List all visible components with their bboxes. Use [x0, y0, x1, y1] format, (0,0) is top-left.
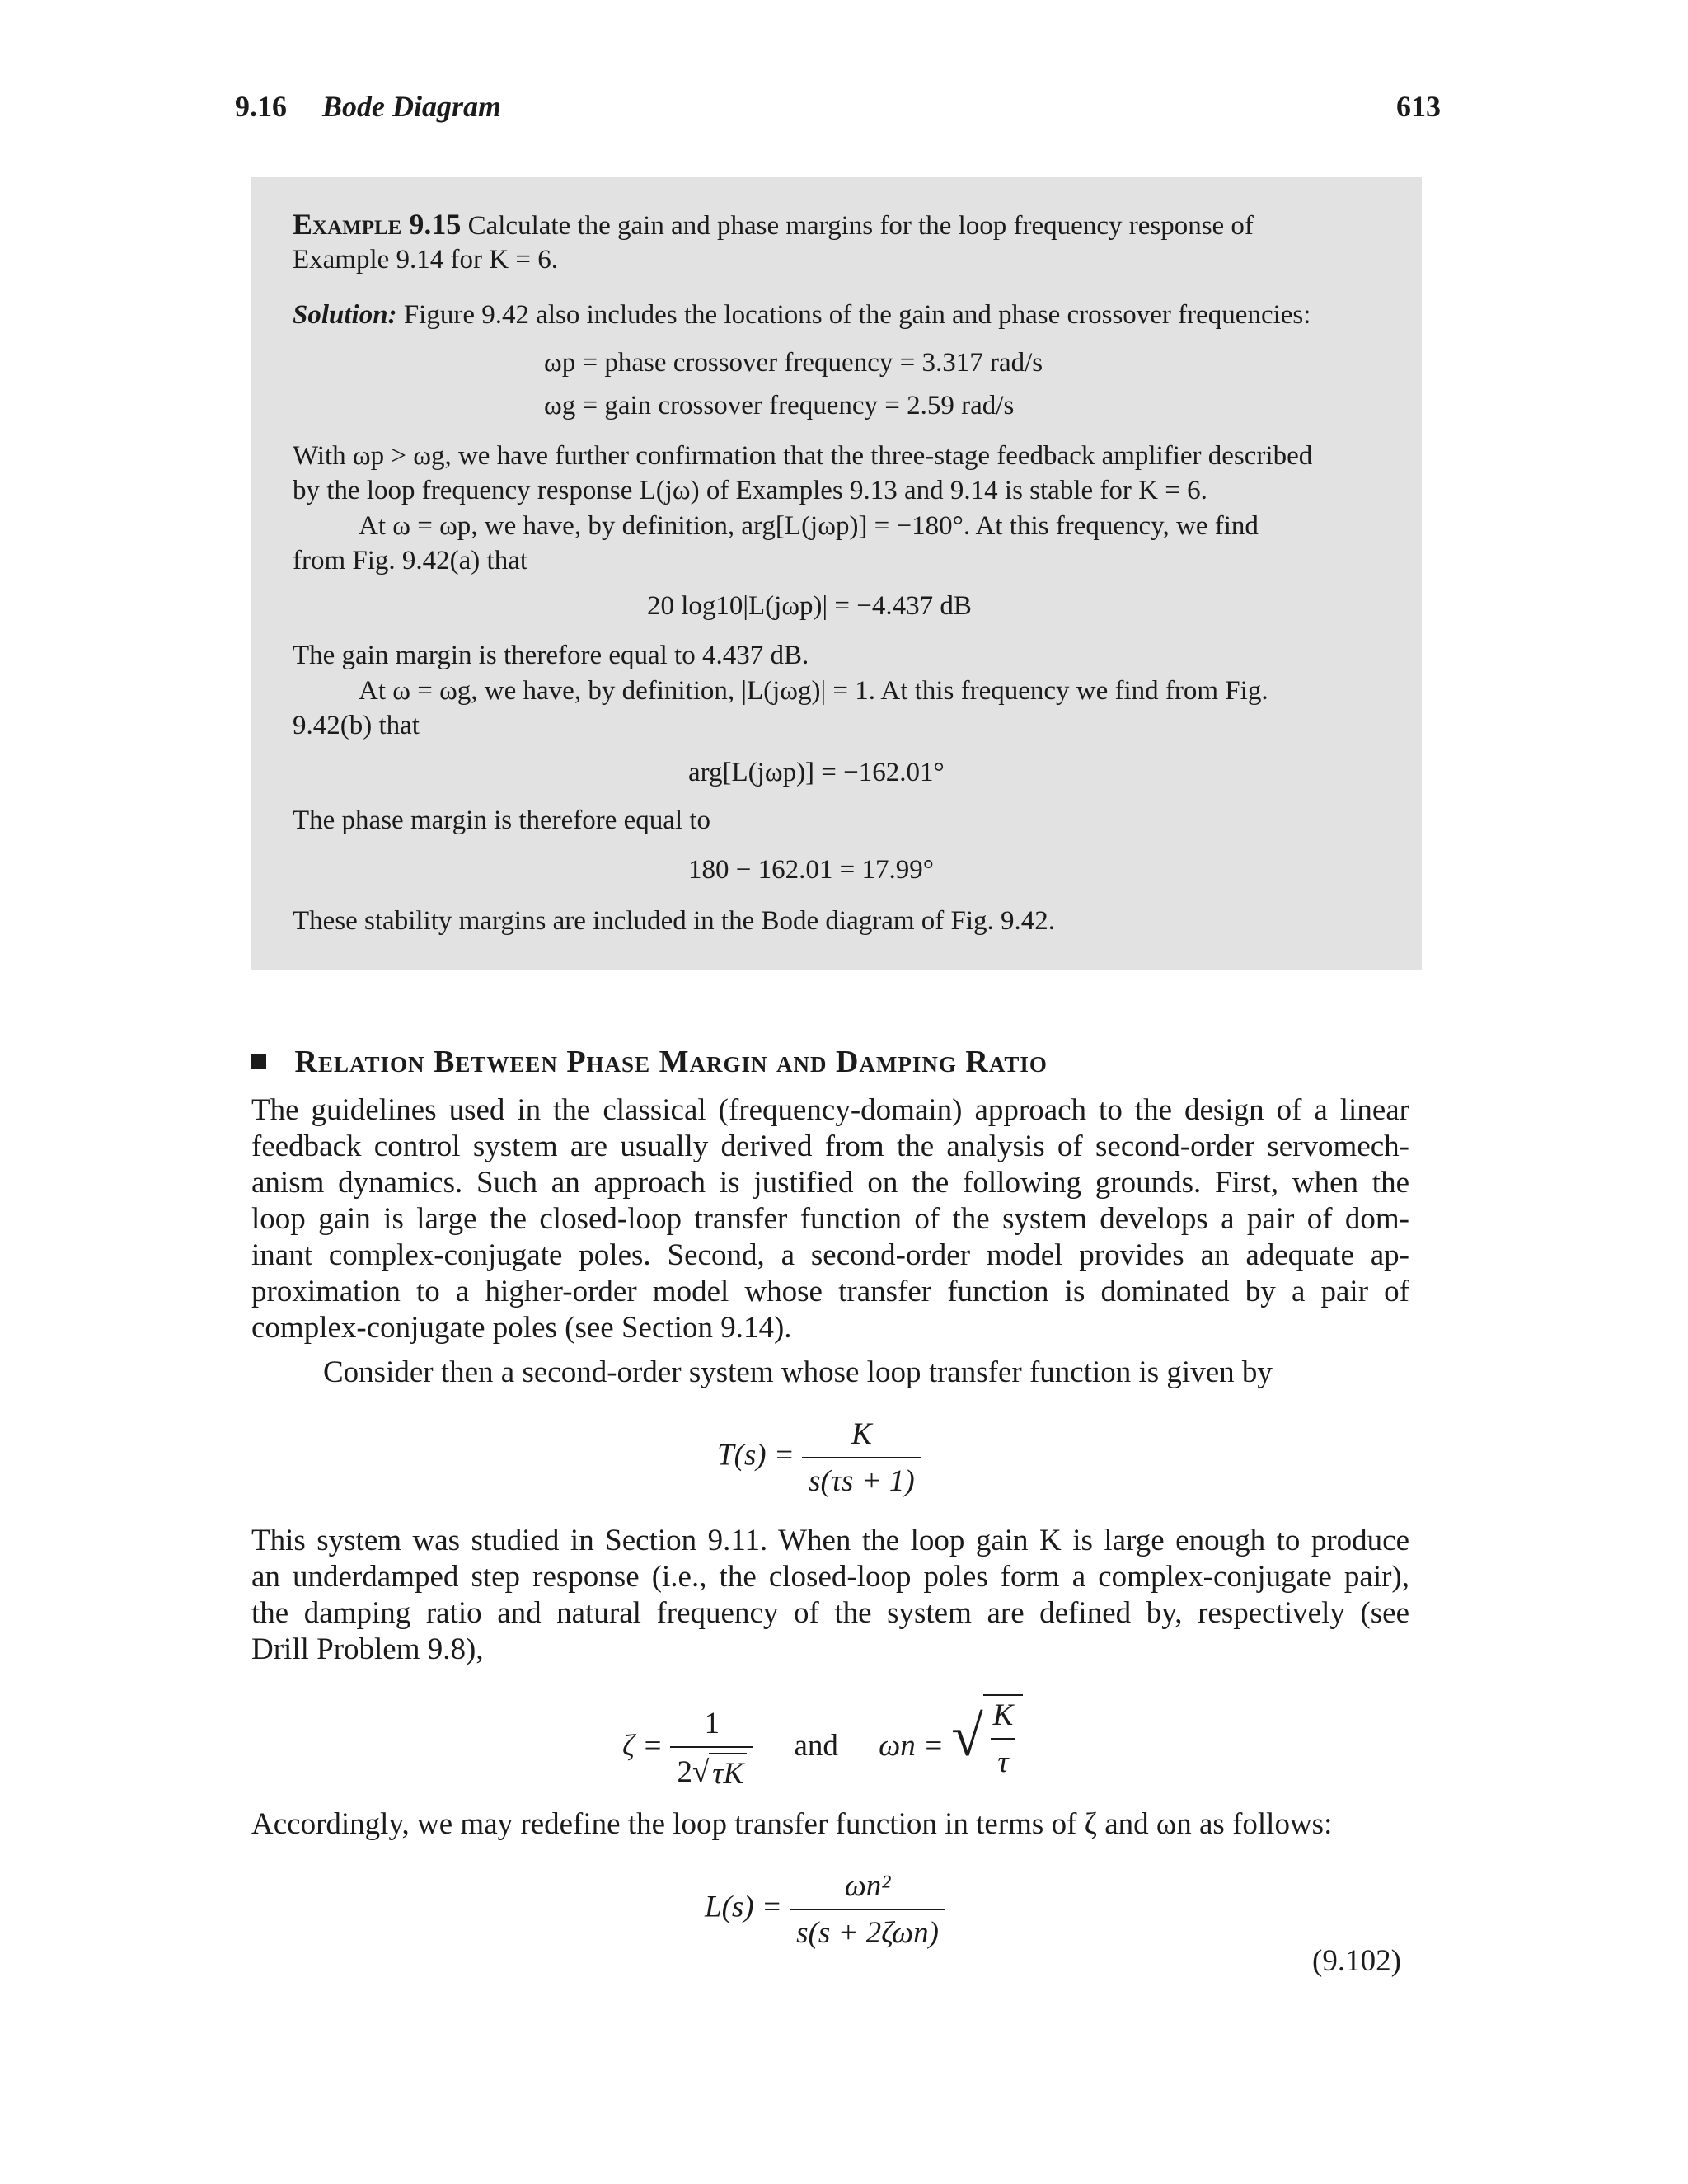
- para6-line-1: These stability margins are included in the Bode diagram of Fig. 9.42.: [293, 906, 1056, 936]
- eq-lhs: ωn =: [879, 1729, 944, 1763]
- eq-phase-value: arg[L(jωp)] = −162.01°: [688, 758, 945, 787]
- body-line: The guidelines used in the classical (frequency-domain) approach to the design of a linear: [251, 1093, 1409, 1127]
- coefficient: 2: [677, 1754, 692, 1789]
- eq-gain-db: 20 log10|L(jωp)| = −4.437 dB: [647, 591, 972, 621]
- body-line: This system was studied in Section 9.11. When the loop gain K is large enough to produce: [251, 1524, 1409, 1557]
- equation-loop-transfer: [705, 1868, 945, 1951]
- numerator: 1: [704, 1706, 720, 1740]
- numerator: K: [992, 1698, 1014, 1732]
- body-line: inant complex-conjugate poles. Second, a second-order model provides an adequate ap-: [251, 1238, 1409, 1272]
- radical-sign: √: [951, 1705, 983, 1768]
- denominator: s(τs + 1): [802, 1457, 921, 1499]
- fraction: [802, 1416, 921, 1499]
- equation-number: (9.102): [1312, 1944, 1401, 1978]
- radicand: τK: [709, 1753, 747, 1792]
- example-label: Example 9.15: [293, 208, 462, 241]
- equation-transfer-function: [717, 1416, 921, 1499]
- square-root: [692, 1753, 747, 1792]
- example-box: [251, 177, 1422, 970]
- and-word: and: [794, 1729, 838, 1763]
- body-line: Drill Problem 9.8),: [251, 1632, 484, 1666]
- section-number: 9.16: [235, 90, 287, 123]
- example-text-1: Calculate the gain and phase margins for the loop frequency response of: [467, 211, 1254, 241]
- section-heading-text: Relation Between Phase Margin and Damping Ratio: [294, 1045, 1048, 1079]
- solution-label: Solution:: [293, 300, 397, 330]
- body-line: the damping ratio and natural frequency of the system are defined by, respectively (see: [251, 1596, 1409, 1630]
- para5-line-1: The phase margin is therefore equal to: [293, 805, 711, 835]
- para4-line-1: At ω = ωg, we have, by definition, |L(jωg)| = 1. At this frequency we find from Fig.: [359, 676, 1268, 706]
- para3-line-1: The gain margin is therefore equal to 4.437 dB.: [293, 641, 809, 670]
- solution-text: Figure 9.42 also includes the locations of the gain and phase crossover frequencies:: [403, 300, 1311, 330]
- numerator: ωn²: [844, 1869, 891, 1903]
- numerator: K: [851, 1417, 872, 1451]
- eq-phase-crossover: ωp = phase crossover frequency = 3.317 rad/s: [544, 348, 1043, 378]
- fraction: [790, 1868, 945, 1951]
- solution-line: [293, 298, 1311, 331]
- para2-line-2: from Fig. 9.42(a) that: [293, 546, 528, 575]
- body-line: complex-conjugate poles (see Section 9.14).: [251, 1311, 792, 1345]
- eq-gain-crossover: ωg = gain crossover frequency = 2.59 rad/s: [544, 391, 1015, 420]
- eq-phase-margin: 180 − 162.01 = 17.99°: [688, 855, 934, 885]
- body-line: anism dynamics. Such an approach is justified on the following grounds. First, when the: [251, 1166, 1409, 1200]
- body-line: loop gain is large the closed-loop transfer function of the system develops a pair of dom-: [251, 1202, 1409, 1236]
- body-line: an underdamped step response (i.e., the closed-loop poles form a complex-conjugate pair),: [251, 1560, 1409, 1594]
- running-head: [235, 89, 501, 124]
- fraction: [983, 1694, 1024, 1780]
- body-line: Consider then a second-order system whose loop transfer function is given by: [323, 1355, 1273, 1389]
- page-number: 613: [1396, 90, 1441, 123]
- section-heading: [251, 1044, 1048, 1080]
- page-header: [235, 89, 1441, 130]
- section-title: Bode Diagram: [322, 90, 502, 123]
- body-line: feedback control system are usually derived from the analysis of second-order servomech-: [251, 1130, 1409, 1163]
- example-line-2: Example 9.14 for K = 6.: [293, 245, 558, 275]
- denominator: τ: [991, 1738, 1015, 1780]
- denominator: s(s + 2ζωn): [790, 1909, 945, 1951]
- square-root: [951, 1694, 1023, 1780]
- para2-line-1: At ω = ωp, we have, by definition, arg[L(jωp)] = −180°. At this frequency, we find: [359, 511, 1259, 541]
- fraction: [670, 1706, 753, 1792]
- denominator: [670, 1746, 753, 1792]
- body-line: Accordingly, we may redefine the loop transfer function in terms of ζ and ωn as follows:: [251, 1807, 1333, 1841]
- para1-line-2: by the loop frequency response L(jω) of Examples 9.13 and 9.14 is stable for K = 6.: [293, 476, 1207, 505]
- para4-line-2: 9.42(b) that: [293, 711, 420, 740]
- eq-lhs: T(s) =: [717, 1438, 795, 1472]
- eq-lhs: L(s) =: [705, 1890, 782, 1924]
- square-bullet-icon: [251, 1054, 266, 1069]
- body-line: proximation to a higher-order model whose transfer function is dominated by a pair of: [251, 1275, 1409, 1308]
- radical-sign: √: [692, 1754, 710, 1789]
- equation-damping-ratio: [622, 1694, 1023, 1792]
- para1-line-1: With ωp > ωg, we have further confirmation that the three-stage feedback amplifier described: [293, 441, 1313, 471]
- example-line-1: [293, 208, 1254, 242]
- eq-lhs: ζ =: [622, 1729, 663, 1763]
